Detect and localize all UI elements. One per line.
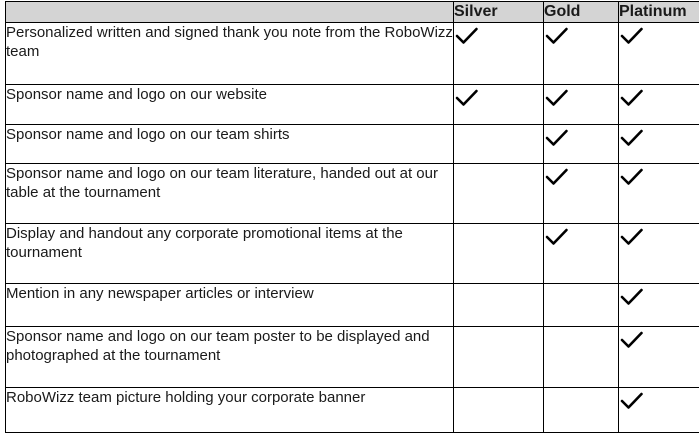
gold-cell [544, 224, 619, 284]
benefit-cell: Display and handout any corporate promotional items at the tournament [6, 224, 454, 284]
platinum-cell [619, 164, 699, 224]
platinum-cell [619, 284, 699, 327]
checkmark-icon [544, 87, 570, 109]
benefit-cell: Sponsor name and logo on our team literature, handed out at our table at the tournament [6, 164, 454, 224]
sponsorship-tier-table [5, 1, 699, 433]
gold-cell [544, 125, 619, 164]
table-row [6, 125, 699, 164]
platinum-column-header: Platinum [619, 2, 699, 23]
benefit-cell: Sponsor name and logo on our team poster to be displayed and photographed at the tournament [6, 327, 454, 388]
gold-cell [544, 23, 619, 85]
checkmark-icon [619, 166, 645, 188]
benefit-cell: Sponsor name and logo on our website [6, 85, 454, 125]
benefit-cell: RoboWizz team picture holding your corporate banner [6, 388, 454, 433]
platinum-cell [619, 327, 699, 388]
checkmark-icon [619, 329, 645, 351]
checkmark-icon [544, 166, 570, 188]
platinum-cell [619, 85, 699, 125]
benefit-cell: Mention in any newspaper articles or interview [6, 284, 454, 327]
silver-column-header: Silver [454, 2, 544, 23]
gold-cell [544, 85, 619, 125]
checkmark-icon [454, 25, 480, 47]
gold-cell [544, 284, 619, 327]
silver-cell [454, 23, 544, 85]
platinum-cell [619, 125, 699, 164]
table-row [6, 327, 699, 388]
benefit-cell: Sponsor name and logo on our team shirts [6, 125, 454, 164]
sponsorship-benefits-document [5, 1, 699, 433]
checkmark-icon [544, 127, 570, 149]
table-header-row [6, 2, 699, 23]
table-row [6, 224, 699, 284]
checkmark-icon [619, 87, 645, 109]
checkmark-icon [619, 226, 645, 248]
table-row [6, 284, 699, 327]
platinum-cell [619, 224, 699, 284]
checkmark-icon [544, 25, 570, 47]
checkmark-icon [619, 127, 645, 149]
gold-column-header: Gold [544, 2, 619, 23]
benefit-cell: Personalized written and signed thank you note from the RoboWizz team [6, 23, 454, 85]
silver-cell [454, 164, 544, 224]
checkmark-icon [619, 286, 645, 308]
silver-cell [454, 327, 544, 388]
checkmark-icon [619, 25, 645, 47]
checkmark-icon [619, 390, 645, 412]
gold-cell [544, 164, 619, 224]
silver-cell [454, 224, 544, 284]
gold-cell [544, 327, 619, 388]
table-row [6, 164, 699, 224]
table-row [6, 23, 699, 85]
table-row [6, 85, 699, 125]
checkmark-icon [544, 226, 570, 248]
silver-cell [454, 284, 544, 327]
silver-cell [454, 85, 544, 125]
benefit-column-header [6, 2, 454, 23]
platinum-cell [619, 23, 699, 85]
silver-cell [454, 125, 544, 164]
checkmark-icon [454, 87, 480, 109]
